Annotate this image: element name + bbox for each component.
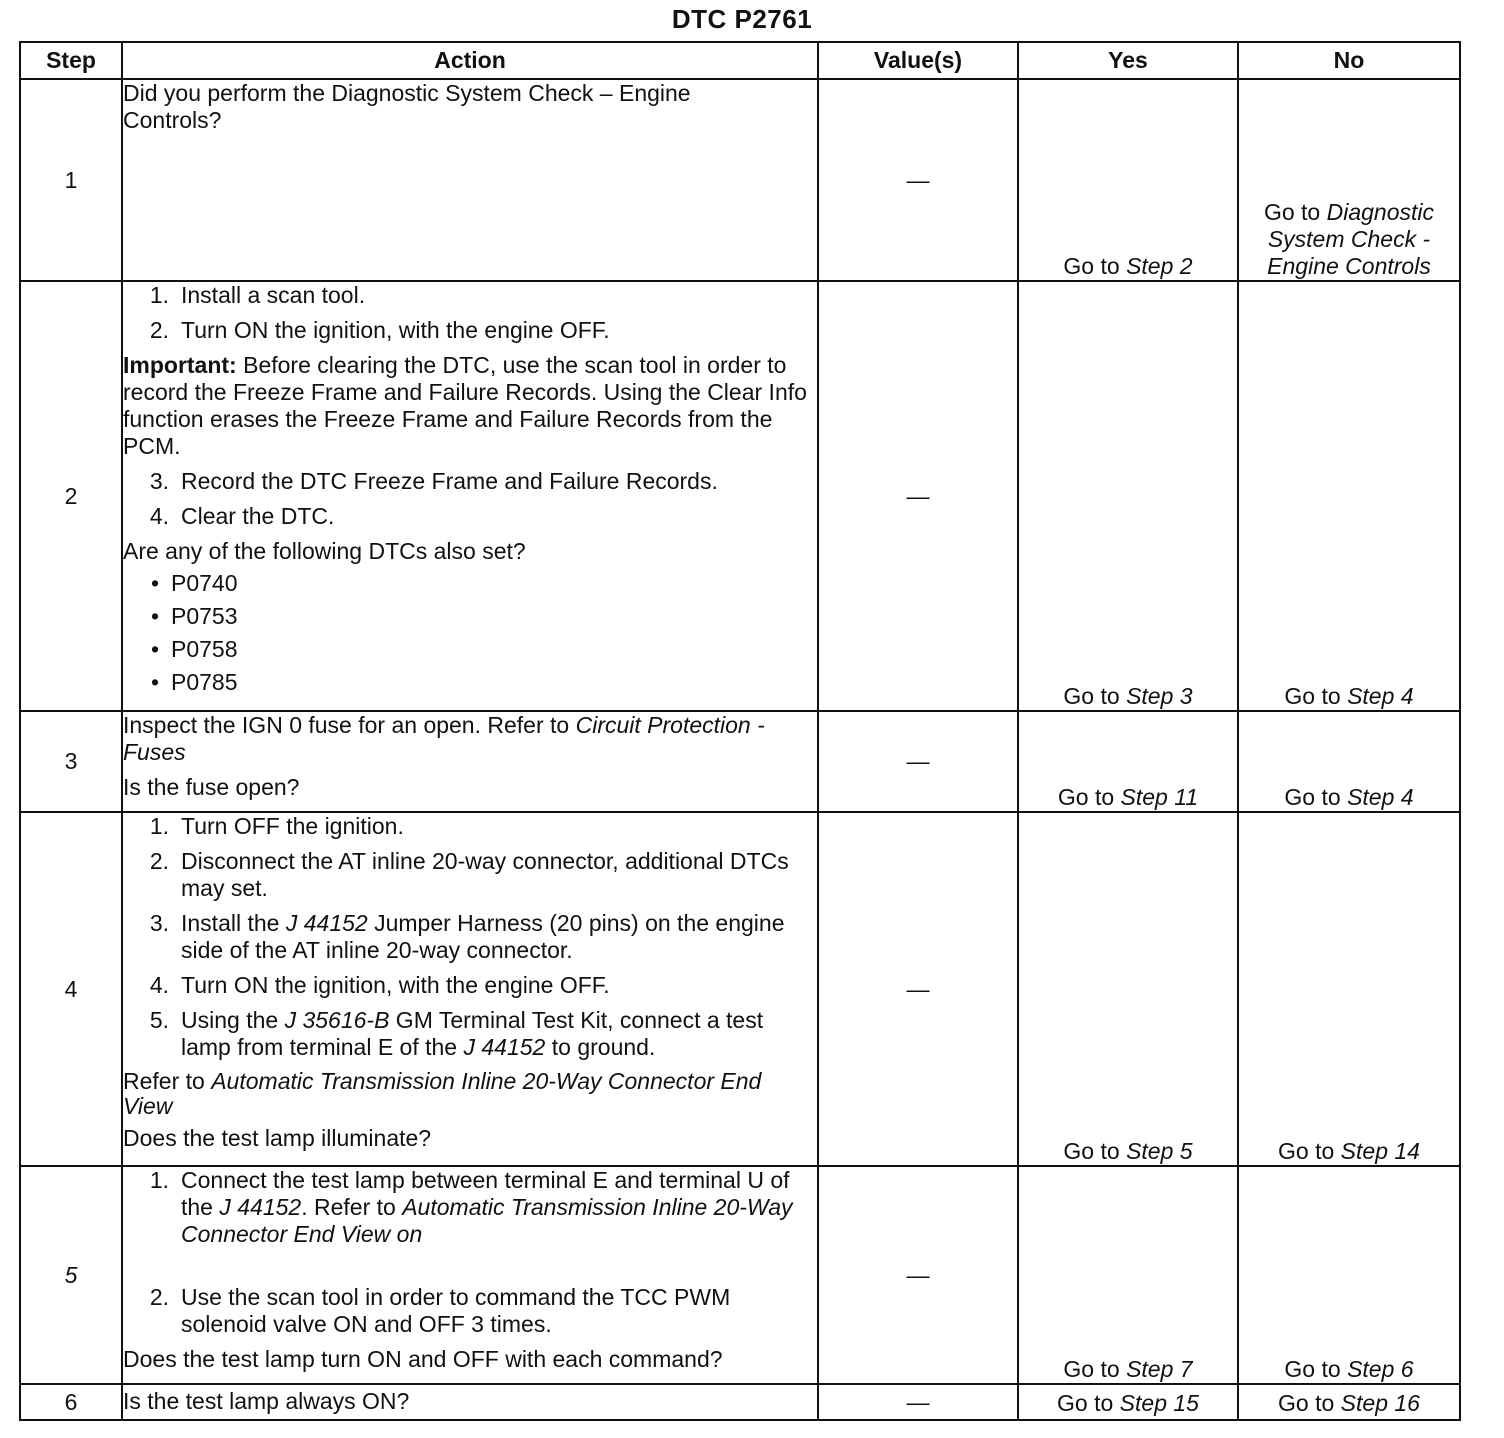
reference-link[interactable]: Circuit Protection - Fuses <box>123 712 765 765</box>
diagnostic-table <box>19 41 1461 1421</box>
step-link[interactable]: Step 4 <box>1347 784 1414 810</box>
tool-reference: J 44152 <box>463 1034 546 1060</box>
list-item: 1. Connect the test lamp between terminal E and terminal U of the J 44152. Refer to Automatic Transmission Inline 20-Way Connector End View on <box>149 1167 793 1247</box>
table-row <box>20 812 1460 1166</box>
action-question: Does the test lamp illuminate? <box>123 1125 432 1151</box>
step-link[interactable]: Step 3 <box>1126 683 1193 709</box>
table-row <box>20 1166 1460 1384</box>
value-cell: — <box>818 79 1018 281</box>
step-link[interactable]: Step 14 <box>1340 1138 1420 1164</box>
yes-cell: Go to Step 3 <box>1018 281 1238 711</box>
action-cell <box>122 812 818 1166</box>
list-item: 1. Turn OFF the ignition. <box>149 813 404 839</box>
list-item: 2. Turn ON the ignition, with the engine OFF. <box>149 317 610 343</box>
action-question: Are any of the following DTCs also set? <box>123 538 526 564</box>
diagnostic-link-line3[interactable]: Engine Controls <box>1267 253 1431 279</box>
refer-text: Refer to Automatic Transmission Inline 20-Way Connector End View <box>123 1068 762 1119</box>
yes-cell: Go to Step 5 <box>1018 812 1238 1166</box>
no-cell: Go to Step 16 <box>1238 1384 1460 1420</box>
value-cell: — <box>818 1384 1018 1420</box>
header-action: Action <box>122 42 818 79</box>
list-item: 3. Record the DTC Freeze Frame and Failure Records. <box>149 468 718 494</box>
tool-reference: J 35616-B <box>284 1007 390 1033</box>
table-row <box>20 711 1460 812</box>
step-link[interactable]: Step 15 <box>1119 1390 1199 1416</box>
yes-cell: Go to Step 11 <box>1018 711 1238 812</box>
list-item: • P0785 <box>150 669 238 695</box>
yes-cell: Go to Step 15 <box>1018 1384 1238 1420</box>
step-link[interactable]: Step 16 <box>1340 1390 1420 1416</box>
reference-link[interactable]: Automatic Transmission Inline 20-Way Connector End View <box>123 1068 762 1119</box>
tool-reference: J 44152 <box>219 1194 302 1220</box>
list-item: 4. Clear the DTC. <box>149 503 335 529</box>
value-cell: — <box>818 711 1018 812</box>
procedure-list <box>123 468 817 530</box>
list-item: • P0740 <box>150 570 238 596</box>
dtc-code-list <box>123 567 817 699</box>
action-question: Is the test lamp always ON? <box>123 1388 410 1414</box>
no-cell: Go to Step 6 <box>1238 1166 1460 1384</box>
reference-link[interactable]: Automatic Transmission Inline 20-Way Connector End View on <box>181 1194 793 1247</box>
header-step: Step <box>20 42 122 79</box>
action-question: Does the test lamp turn ON and OFF with each command? <box>123 1346 723 1372</box>
tool-reference: J 44152 <box>285 910 368 936</box>
no-cell: Go to Step 4 <box>1238 711 1460 812</box>
action-cell <box>122 711 818 812</box>
action-cell <box>122 79 818 281</box>
step-number: 1 <box>20 79 122 281</box>
list-item: 1. Install a scan tool. <box>149 282 366 308</box>
yes-cell: Go to Step 7 <box>1018 1166 1238 1384</box>
step-link[interactable]: Step 2 <box>1126 253 1193 279</box>
step-number: 4 <box>20 812 122 1166</box>
value-cell: — <box>818 1166 1018 1384</box>
diagnostic-link[interactable]: Diagnostic <box>1326 199 1435 225</box>
goto-prefix: Go to <box>1263 199 1327 225</box>
action-cell <box>122 281 818 711</box>
step-number: 3 <box>20 711 122 812</box>
action-question: Is the fuse open? <box>123 774 300 800</box>
no-cell <box>1238 79 1460 281</box>
procedure-list <box>123 813 817 1061</box>
step-link[interactable]: Step 7 <box>1126 1356 1193 1382</box>
value-cell: — <box>818 812 1018 1166</box>
step-number: 5 <box>20 1166 122 1384</box>
step-number: 2 <box>20 281 122 711</box>
action-question: Did you perform the Diagnostic System Check – Engine Controls? <box>123 80 691 133</box>
list-item: 4. Turn ON the ignition, with the engine OFF. <box>149 972 610 998</box>
important-label: Important: <box>123 352 237 378</box>
yes-cell <box>1018 79 1238 281</box>
procedure-list <box>123 282 817 344</box>
action-text: Inspect the IGN 0 fuse for an open. Refer to Circuit Protection - Fuses <box>123 712 765 765</box>
table-row <box>20 79 1460 281</box>
step-number: 6 <box>20 1384 122 1420</box>
list-item: 3. Install the J 44152 Jumper Harness (20 pins) on the engine side of the AT inline 20-way connector. <box>149 910 785 963</box>
goto-prefix: Go to <box>1063 253 1127 279</box>
header-values: Value(s) <box>818 42 1018 79</box>
table-row <box>20 1384 1460 1420</box>
step-link[interactable]: Step 4 <box>1347 683 1414 709</box>
important-text: Before clearing the DTC, use the scan tool in order to record the Freeze Frame and Failure Records. Using the Clear Info function erases the Freeze Frame and Failure Records from the PCM. <box>123 352 807 459</box>
step-link[interactable]: Step 5 <box>1126 1138 1193 1164</box>
list-item: • P0758 <box>150 636 238 662</box>
step-link[interactable]: Step 6 <box>1347 1356 1414 1382</box>
no-cell: Go to Step 14 <box>1238 812 1460 1166</box>
table-row <box>20 281 1460 711</box>
list-item: • P0753 <box>150 603 238 629</box>
header-no: No <box>1238 42 1460 79</box>
step-link[interactable]: Step 11 <box>1120 784 1199 810</box>
action-cell <box>122 1166 818 1384</box>
list-item: 5. Using the J 35616-B GM Terminal Test Kit, connect a test lamp from terminal E of the J 44152 to ground. <box>149 1007 764 1060</box>
value-cell: — <box>818 281 1018 711</box>
diagnostic-link-line2[interactable]: System Check - <box>1267 226 1431 252</box>
action-cell <box>122 1384 818 1420</box>
header-yes: Yes <box>1018 42 1238 79</box>
page-title: DTC P2761 <box>671 4 813 34</box>
procedure-list <box>123 1167 817 1338</box>
list-item: 2. Disconnect the AT inline 20-way connector, additional DTCs may set. <box>149 848 789 901</box>
no-cell: Go to Step 4 <box>1238 281 1460 711</box>
header-row <box>20 42 1460 79</box>
important-note <box>123 352 817 460</box>
list-item: 2. Use the scan tool in order to command the TCC PWM solenoid valve ON and OFF 3 times. <box>149 1284 731 1337</box>
